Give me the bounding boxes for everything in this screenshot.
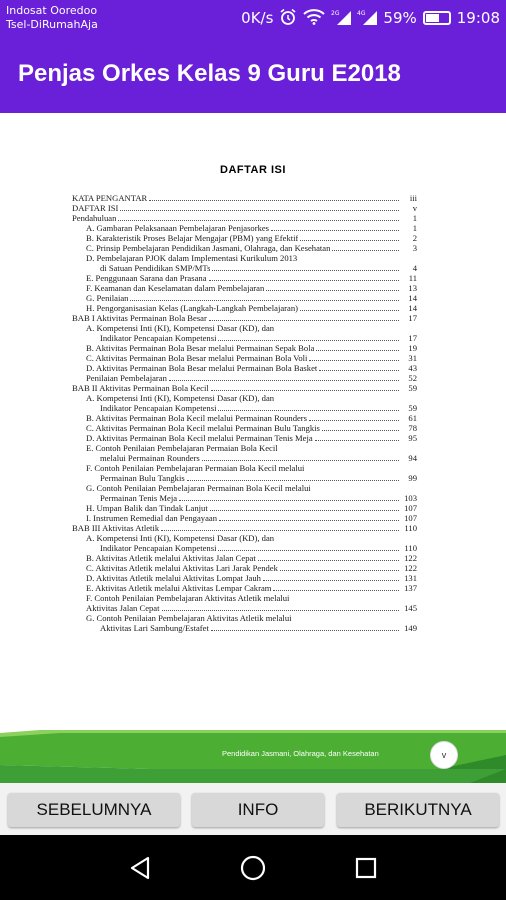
toc-entry-text: Aktivitas Lari Sambung/Estafet: [100, 623, 209, 633]
toc-entry: [72, 383, 417, 393]
toc-entry-page: 14: [408, 293, 417, 303]
toc-entry-text: D. Pembelajaran PJOK dalam Implementasi Kurikulum 2013: [86, 253, 298, 263]
toc-leader: [120, 210, 399, 211]
toc-entry-text: Indikator Pencapaian Kompetensi: [100, 403, 217, 413]
toc-entry-page: 149: [404, 623, 417, 633]
toc-entry-text: BAB I Aktivitas Permainan Bola Besar: [72, 313, 207, 323]
page-number-badge: v: [430, 741, 458, 769]
toc-entry-text: A. Kompetensi Inti (KI), Kompetensi Dasar (KD), dan: [86, 393, 275, 403]
toc-entry-text: B. Karakteristik Proses Belajar Mengajar (PBM) yang Efektif: [86, 233, 299, 243]
toc-entry-text: I. Instrumen Remedial dan Pengayaan: [86, 513, 218, 523]
toc-entry-page: 131: [404, 573, 417, 583]
toc-entry-page: 107: [404, 503, 417, 513]
toc-entry-text: Aktivitas Jalan Cepat: [86, 603, 160, 613]
toc-entry-page: 95: [408, 433, 417, 443]
toc-entry-text: E. Contoh Penilaian Pembelajaran Permaian Bola Kecil: [86, 443, 278, 453]
toc-entry: [72, 453, 417, 463]
back-icon[interactable]: [110, 835, 170, 900]
toc-entry: [72, 593, 417, 603]
signal-4g-icon: [357, 9, 377, 28]
toc-leader: [118, 220, 399, 221]
toc-leader: [258, 560, 399, 561]
toc-entry: [72, 543, 417, 553]
toc-entry-text: E. Aktivitas Atletik melalui Aktivitas Lempar Cakram: [86, 583, 272, 593]
toc-entry-text: Penilaian Pembelajaran: [86, 373, 167, 383]
toc-entry-page: 11: [408, 273, 417, 283]
toc-entry-text: B. Aktivitas Atletik melalui Aktivitas Jalan Cepat: [86, 553, 256, 563]
toc-entry-text: A. Gambaran Pelaksanaan Pembelajaran Penjasorkes: [86, 223, 270, 233]
carrier-2: Tsel-DiRumahAja: [6, 18, 98, 31]
toc-entry: [72, 353, 417, 363]
toc-entry: [72, 423, 417, 433]
toc-leader: [315, 440, 399, 441]
app-title: Penjas Orkes Kelas 9 Guru E2018: [18, 60, 401, 87]
toc-entry-text: G. Penilaian: [86, 293, 129, 303]
toc-entry-text: Permainan Tenis Meja: [100, 493, 178, 503]
toc-entry: [72, 363, 417, 373]
toc-leader: [209, 280, 399, 281]
recents-icon[interactable]: [336, 835, 396, 900]
toc-entry-text: B. Aktivitas Permainan Bola Besar melalui Permainan Sepak Bola: [86, 343, 315, 353]
footer-title: Pendidikan Jasmani, Olahraga, dan Kesehatan: [222, 749, 379, 758]
toc-leader: [211, 390, 399, 391]
battery-icon: [423, 11, 451, 25]
toc-entry: [72, 403, 417, 413]
toc-leader: [219, 520, 399, 521]
toc-leader: [218, 410, 399, 411]
toc-entry-text: melalui Permainan Rounders: [100, 453, 200, 463]
toc-entry-page: 2: [412, 233, 417, 243]
toc-entry-page: 110: [404, 523, 417, 533]
toc-leader: [300, 310, 399, 311]
toc-leader: [210, 510, 399, 511]
toc-entry-text: G. Contoh Penilaian Pembelajaran Aktivitas Atletik melalui: [86, 613, 292, 623]
toc-entry: [72, 503, 417, 513]
toc-leader: [187, 480, 399, 481]
button-bar: [0, 783, 506, 835]
document-page[interactable]: [0, 113, 506, 783]
toc-leader: [280, 570, 399, 571]
toc-entry: [72, 553, 417, 563]
toc-leader: [300, 240, 399, 241]
toc-entry-text: KATA PENGANTAR: [72, 193, 148, 203]
toc-entry-page: 78: [408, 423, 417, 433]
toc-entry-page: 59: [408, 383, 417, 393]
svg-text:4G: 4G: [357, 9, 366, 17]
toc-entry-text: G. Contoh Penilaian Pembelajaran Permainan Bola Kecil melalui: [86, 483, 311, 493]
toc-entry-page: 3: [412, 243, 417, 253]
toc-entry-text: F. Keamanan dan Keselamatan dalam Pembelajaran: [86, 283, 265, 293]
system-nav-bar: [0, 835, 506, 900]
toc-entry: [72, 393, 417, 403]
toc-entry-page: 145: [404, 603, 417, 613]
toc-entry: [72, 213, 417, 223]
toc-entry-text: Indikator Pencapaian Kompetensi: [100, 333, 217, 343]
battery-percent: 59%: [383, 9, 417, 27]
carrier-1: Indosat Ooredoo: [6, 4, 98, 17]
toc-entry: [72, 333, 417, 343]
toc-entry: [72, 253, 417, 263]
toc-entry-page: 94: [408, 453, 417, 463]
toc-entry: [72, 323, 417, 333]
toc-entry-page: 19: [408, 343, 417, 353]
toc-entry: [72, 223, 417, 233]
toc-leader: [209, 320, 399, 321]
toc-entry: [72, 203, 417, 213]
toc-entry-page: 17: [408, 333, 417, 343]
toc-entry: [72, 523, 417, 533]
toc-entry-text: F. Contoh Penilaian Pembelajaran Permaian Bola Kecil melalui: [86, 463, 305, 473]
toc-entry-page: 103: [404, 493, 417, 503]
toc-leader: [211, 630, 399, 631]
toc-entry: [72, 533, 417, 543]
toc-leader: [130, 300, 399, 301]
toc-leader: [218, 550, 399, 551]
toc-entry-text: D. Aktivitas Permainan Bola Kecil melalui Permainan Tenis Meja: [86, 433, 313, 443]
toc-entry-text: di Satuan Pendidikan SMP/MTs: [100, 263, 211, 273]
toc-entry-page: 122: [404, 563, 417, 573]
toc-entry-page: 110: [404, 543, 417, 553]
toc-leader: [309, 420, 399, 421]
toc-leader: [316, 350, 399, 351]
toc-entry-page: 59: [408, 403, 417, 413]
toc-leader: [202, 460, 399, 461]
toc-entry-page: 52: [408, 373, 417, 383]
toc-entry-page: 122: [404, 553, 417, 563]
toc-entry-text: F. Contoh Penilaian Pembelajaran Aktivitas Atletik melalui: [86, 593, 290, 603]
toc-entry: [72, 413, 417, 423]
toc-entry-text: C. Aktivitas Permainan Bola Besar melalui Permainan Bola Voli: [86, 353, 308, 363]
toc-entry: [72, 463, 417, 473]
toc-entry-text: D. Aktivitas Atletik melalui Aktivitas Lompat Jauh: [86, 573, 261, 583]
toc-entry-text: C. Aktivitas Permainan Bola Kecil melalui Permainan Bulu Tangkis: [86, 423, 320, 433]
toc-entry-text: A. Kompetensi Inti (KI), Kompetensi Dasar (KD), dan: [86, 323, 275, 333]
toc-entry: [72, 443, 417, 453]
wifi-icon: [303, 9, 325, 28]
toc-leader: [266, 290, 399, 291]
toc-entry-page: 107: [404, 513, 417, 523]
toc-leader: [263, 580, 399, 581]
status-bar: [0, 0, 506, 38]
toc-entry: [72, 373, 417, 383]
signal-2g-icon: [331, 9, 351, 28]
toc-entry: [72, 583, 417, 593]
toc-entry: [72, 483, 417, 493]
toc-entry: [72, 243, 417, 253]
status-right: [241, 6, 500, 30]
toc-entry-page: 17: [408, 313, 417, 323]
toc-entry-page: 1: [412, 213, 417, 223]
toc-entry: [72, 603, 417, 613]
toc-entry-page: iii: [409, 193, 417, 203]
toc-entry-text: H. Pengorganisasian Kelas (Langkah-Langkah Pembelajaran): [86, 303, 298, 313]
toc-entry-page: 14: [408, 303, 417, 313]
table-of-contents: [72, 193, 417, 633]
toc-leader: [309, 360, 399, 361]
toc-leader: [179, 500, 399, 501]
next-button[interactable]: BERIKUTNYA: [337, 793, 499, 827]
carrier-info: [6, 4, 98, 32]
toc-entry: [72, 433, 417, 443]
toc-entry: [72, 263, 417, 273]
toc-leader: [319, 370, 399, 371]
toc-entry-text: C. Prinsip Pembelajaran Pendidikan Jasmani, Olahraga, dan Kesehatan: [86, 243, 331, 253]
toc-entry: [72, 473, 417, 483]
toc-entry-page: 137: [404, 583, 417, 593]
toc-leader: [322, 430, 399, 431]
toc-entry: [72, 343, 417, 353]
toc-heading: DAFTAR ISI: [220, 164, 286, 176]
toc-entry: [72, 283, 417, 293]
toc-entry-text: B. Aktivitas Permainan Bola Kecil melalui Permainan Rounders: [86, 413, 308, 423]
svg-text:2G: 2G: [331, 9, 340, 17]
app-bar: [0, 38, 506, 113]
toc-entry-page: v: [412, 203, 417, 213]
toc-entry-page: 61: [408, 413, 417, 423]
home-icon[interactable]: [223, 835, 283, 900]
toc-entry: [72, 623, 417, 633]
toc-leader: [218, 340, 399, 341]
toc-leader: [149, 200, 399, 201]
toc-entry: [72, 513, 417, 523]
alarm-icon: [279, 8, 297, 29]
toc-entry: [72, 493, 417, 503]
prev-button[interactable]: SEBELUMNYA: [8, 793, 180, 827]
toc-leader: [212, 270, 399, 271]
toc-entry-text: A. Kompetensi Inti (KI), Kompetensi Dasar (KD), dan: [86, 533, 275, 543]
toc-entry-text: DAFTAR ISI: [72, 203, 119, 213]
toc-leader: [169, 380, 399, 381]
toc-entry: [72, 193, 417, 203]
toc-entry: [72, 563, 417, 573]
toc-entry-page: 43: [408, 363, 417, 373]
toc-entry-text: BAB III Aktivitas Atletik: [72, 523, 160, 533]
toc-entry-text: Permainan Bulu Tangkis: [100, 473, 185, 483]
toc-entry: [72, 613, 417, 623]
clock: 19:08: [456, 9, 500, 27]
toc-entry-page: 31: [408, 353, 417, 363]
network-speed: 0K/s: [241, 9, 274, 27]
toc-leader: [162, 610, 399, 611]
toc-entry-text: BAB II Aktivitas Permainan Bola Kecil: [72, 383, 209, 393]
toc-leader: [332, 250, 399, 251]
toc-entry-text: Indikator Pencapaian Kompetensi: [100, 543, 217, 553]
toc-leader: [271, 230, 399, 231]
toc-entry-text: D. Aktivitas Permainan Bola Besar melalui Permainan Bola Basket: [86, 363, 318, 373]
info-button[interactable]: INFO: [192, 793, 324, 827]
toc-entry: [72, 573, 417, 583]
toc-entry-page: 4: [412, 263, 417, 273]
toc-entry: [72, 233, 417, 243]
toc-entry-text: Pendahuluan: [72, 213, 117, 223]
toc-entry: [72, 313, 417, 323]
toc-entry-text: E. Penggunaan Sarana dan Prasana: [86, 273, 207, 283]
toc-entry-text: C. Aktivitas Atletik melalui Aktivitas Lari Jarak Pendek: [86, 563, 278, 573]
toc-entry: [72, 303, 417, 313]
toc-leader: [161, 530, 399, 531]
toc-entry: [72, 293, 417, 303]
toc-entry-page: 1: [412, 223, 417, 233]
toc-leader: [273, 590, 399, 591]
toc-entry-text: H. Umpan Balik dan Tindak Lanjut: [86, 503, 208, 513]
toc-entry: [72, 273, 417, 283]
toc-entry-page: 13: [408, 283, 417, 293]
toc-entry-page: 99: [408, 473, 417, 483]
